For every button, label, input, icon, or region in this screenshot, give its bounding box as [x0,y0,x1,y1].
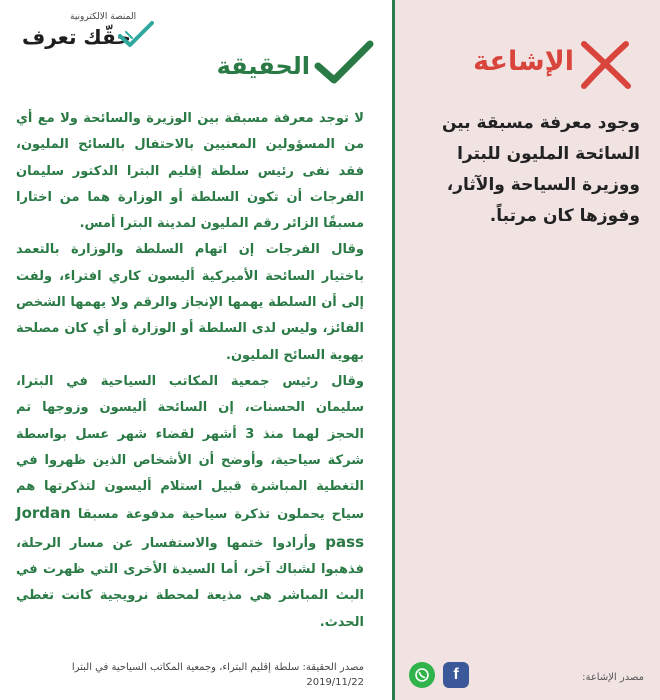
x-mark-icon [576,38,634,92]
fact-paragraph-3 [16,369,364,636]
fact-paragraph-2: وقال الفرجات إن اتهام السلطة والوزارة بالتعمد باختيار السائحة الأميركية أليسون كاري افتراء، ولفت إلى أن السلطة يهمها الإنجاز والرقم ولا يهمها الشخص الفائز، وليس لدى السلطة أو الوزارة أو أي كان مصلحة بهوية السائح المليون. [16,242,364,363]
rumor-panel [392,0,660,700]
rumor-header [408,34,638,94]
logo [18,12,158,52]
fact-source [16,660,364,690]
fact-header [208,40,378,88]
fact-paragraph-3-text: وقال رئيس جمعية المكاتب السياحية في البترا، سليمان الحسنات، إن السائحة أليسون وزوجها تم الحجز لهما منذ 3 أشهر لقضاء شهر عسل بواسطة شركة سياحية، وأوضح أن الأشخاص الذين ظهروا في التغطية المباشرة قبيل استلام أليسون لتذكرتها هم سياح يحملون تذكرة سياحية مدفوعة مسبقا [16,373,364,523]
fact-title: الحقيقة [216,52,310,80]
jordan-pass-text: Jordan pass [16,504,364,551]
fact-paragraph-3-tail: وأرادوا ختمها والاستفسار عن مسار الرحلة، فذهبوا لشباك آخر، أما السيدة الأخرى التي ظهرت في البث المباشر هي مذيعة لمحطة نرويجية كانت تغطي الحدث. [16,535,364,630]
logo-name: حقّك تعرف [22,25,131,49]
facebook-icon[interactable]: f [443,662,469,688]
whatsapp-icon[interactable] [409,662,435,688]
rumor-source-label: مصدر الإشاعة: [582,672,644,683]
whatsapp-glyph-icon [414,667,430,683]
rumor-title: الإشاعة [473,46,574,77]
fact-body [16,106,364,636]
logo-subtitle: المنصة الالكترونية [70,12,137,22]
check-mark-icon [312,40,374,84]
social-icons [409,662,469,688]
logo-check-icon [118,20,154,48]
fact-date: 2019/11/22 [306,677,364,688]
fact-source-text: مصدر الحقيقة: سلطة إقليم البتراء، وجمعية المكاتب السياحية في البترا [71,662,364,673]
fact-paragraph-1: لا توجد معرفة مسبقة بين الوزيرة والسائحة ولا مع أي من المسؤولين المعنيين بالاحتفال بالسائح المليون، فقد نفى رئيس سلطة إقليم البترا الدكتور سليمان الفرجات أن تكون السلطة أو الوزارة هما من اختارا مسبقًا الزائر رقم المليون لمدينة البترا أمس. [16,111,364,232]
rumor-text: وجود معرفة مسبقة بين السائحة المليون للبترا ووزيرة السياحة والآثار، وفوزها كان مرتباً. [441,113,640,226]
